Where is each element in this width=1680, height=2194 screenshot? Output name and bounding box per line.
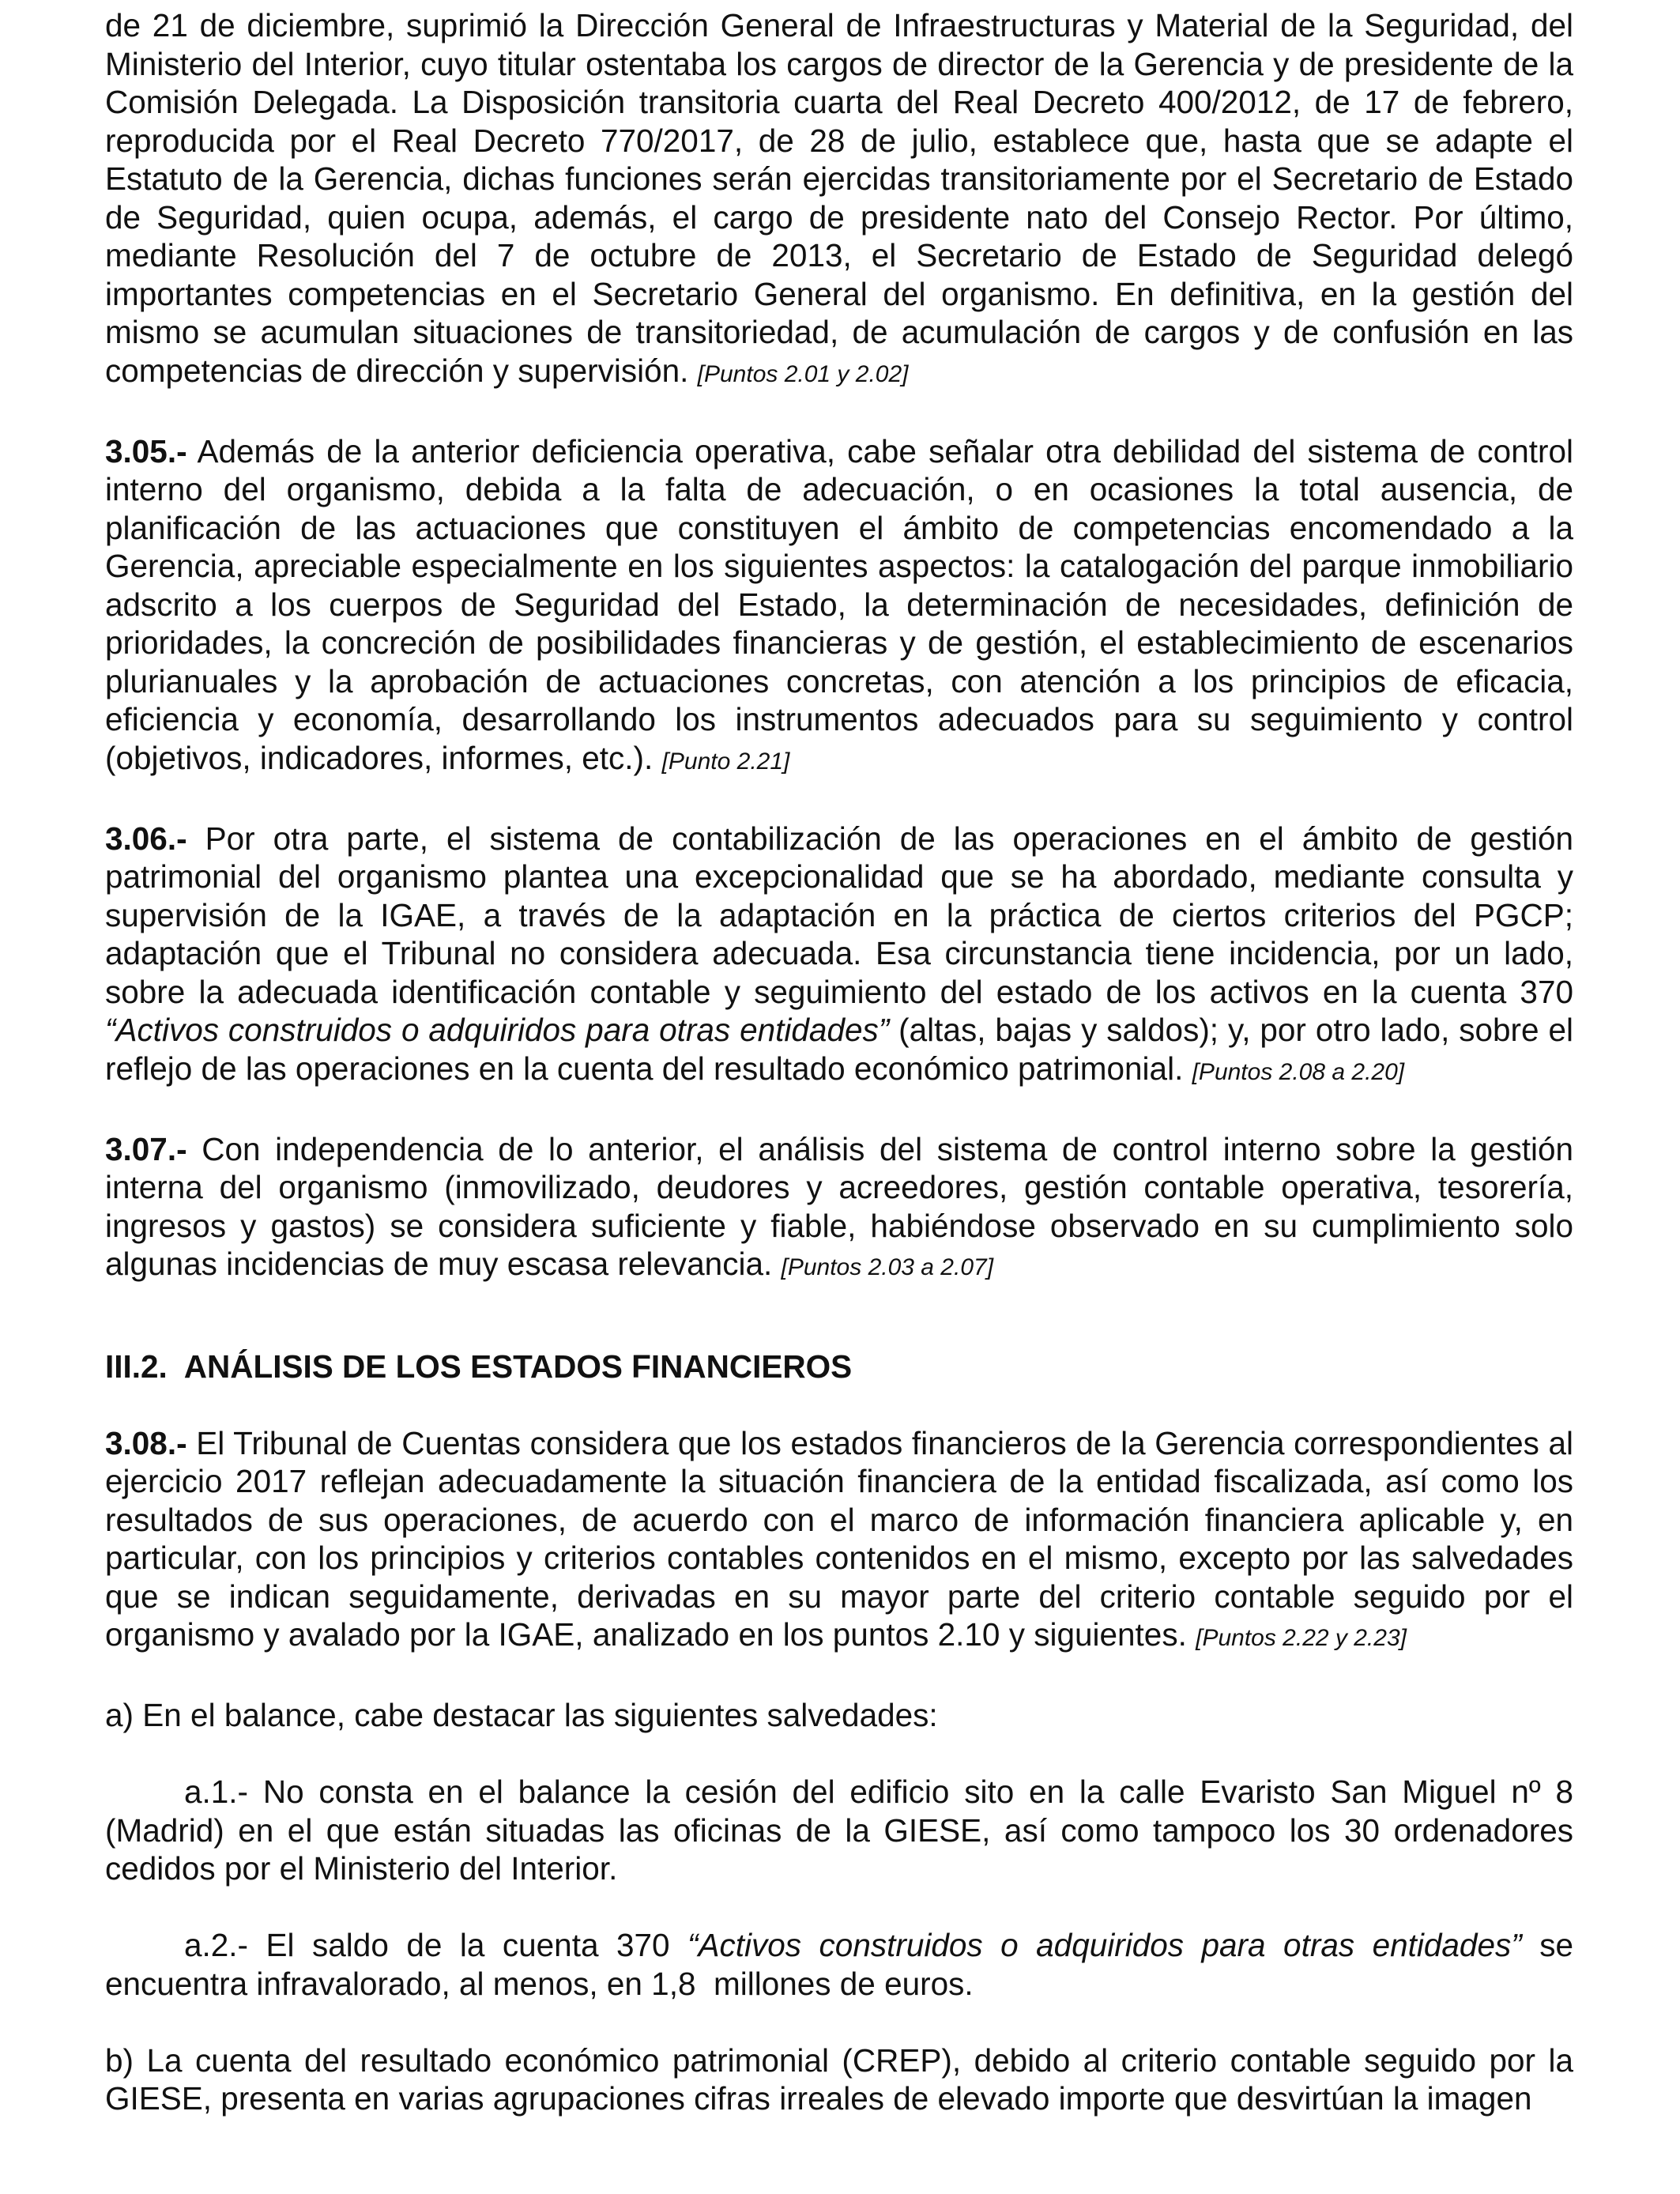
paragraph-3-07 xyxy=(105,1130,1573,1287)
paragraph-text: Además de la anterior deficiencia operativa, cabe señalar otra debilidad del sistema de control interno del organismo, debida a la falta de adecuación, o en ocasiones la total ausencia, de planificación de las actuaciones que constituyen el ámbito de competencias encomendado a la Gerencia, apreciable especialmente en los siguientes aspectos: la catalogación del parque inmobiliario adscrito a los cuerpos de Seguridad del Estado, la determinación de necesidades, definición de prioridades, la concreción de posibilidades financieras y de gestión, el establecimiento de escenarios plurianuales y la aprobación de actuaciones concretas, con atención a los principios de eficacia, eficiencia y economía, desarrollando los instrumentos adecuados para su seguimiento y control (objetivos, indicadores, informes, etc.). xyxy=(105,432,1573,776)
paragraph-number: 3.05.- xyxy=(105,432,187,469)
account-name-italic: “Activos construidos o adquiridos para otras entidades” xyxy=(105,1012,890,1048)
item-b: b) La cuenta del resultado económico patrimonial (CREP), debido al criterio contable seguido por la GIESE, presenta en varias agrupaciones cifras irreales de elevado importe que desvirtúan la imagen xyxy=(105,2041,1573,2117)
paragraph-3-05 xyxy=(105,432,1573,782)
item-a1: a.1.- No consta en el balance la cesión del edificio sito en la calle Evaristo San Miguel nº 8 (Madrid) en el que están situadas las oficinas de la GIESE, así como tampoco los 30 ordenadores cedidos por el Ministerio del Interior. xyxy=(105,1774,1573,1887)
item-a: a) En el balance, cabe destacar las siguientes salvedades: xyxy=(105,1697,938,1733)
item-a2 xyxy=(105,1926,1583,2003)
item-a2-text-continued: se encuentra infravalorado, al menos, en 1,8 millones de euros. xyxy=(105,1927,1583,2002)
intro-paragraph xyxy=(105,6,1573,394)
intro-text: de 21 de diciembre, suprimió la Dirección General de Infraestructuras y Material de la Seguridad, del Ministerio del Interior, cuyo titular ostentaba los cargos de director de la Gerencia y de presidente de la Comisión Delegada. La Disposición transitoria cuarta del Real Decreto 400/2012, de 17 de febrero, reproducida por el Real Decreto 770/2017, de 28 de julio, establece que, hasta que se adapte el Estatuto de la Gerencia, dichas funciones serán ejercidas transitoriamente por el Secretario de Estado de Seguridad, quien ocupa, además, el cargo de presidente nato del Consejo Rector. Por último, mediante Resolución del 7 de octubre de 2013, el Secretario de Estado de Seguridad delegó importantes competencias en el Secretario General del organismo. En definitiva, en la gestión del mismo se acumulan situaciones de transitoriedad, de acumulación de cargos y de confusión en las competencias de dirección y supervisión. xyxy=(105,7,1573,389)
paragraph-reference: [Puntos 2.03 a 2.07] xyxy=(781,1254,994,1280)
paragraph-reference: [Punto 2.21] xyxy=(661,748,790,775)
paragraph-number: 3.07.- xyxy=(105,1130,187,1167)
paragraph-text: Por otra parte, el sistema de contabilización de las operaciones en el ámbito de gestión patrimonial del organismo plantea una excepcionalidad que se ha abordado, mediante consulta y supervisión de la IGAE, a través de la adaptación en la práctica de ciertos criterios del PGCP; adaptación que el Tribunal no considera adecuada. Esa circunstancia tiene incidencia, por un lado, sobre la adecuada identificación contable y seguimiento del estado de los activos en la cuenta 370 xyxy=(105,820,1573,1010)
paragraph-text-continued: (altas, bajas y saldos); y, por otro lado, sobre el reflejo de las operaciones en la cuenta del resultado económico patrimonial. xyxy=(105,1012,1573,1087)
paragraph-3-08 xyxy=(105,1424,1573,1658)
intro-reference: [Puntos 2.01 y 2.02] xyxy=(697,360,909,387)
item-a2-text: a.2.- El saldo de la cuenta 370 xyxy=(184,1927,670,1963)
paragraph-number: 3.06.- xyxy=(105,820,187,857)
paragraph-number: 3.08.- xyxy=(105,1424,187,1461)
document-body xyxy=(105,6,1583,2118)
section-heading: III.2. ANÁLISIS DE LOS ESTADOS FINANCIEROS xyxy=(105,1348,853,1385)
paragraph-3-06 xyxy=(105,820,1573,1092)
paragraph-text: El Tribunal de Cuentas considera que los estados financieros de la Gerencia correspondientes al ejercicio 2017 reflejan adecuadamente la situación financiera de la entidad fiscalizada, así como los resultados de sus operaciones, de acuerdo con el marco de información financiera aplicable y, en particular, con los principios y criterios contables contenidos en el mismo, excepto por las salvedades que se indican seguidamente, derivadas en su mayor parte del criterio contable seguido por el organismo y avalado por la IGAE, analizado en los puntos 2.10 y siguientes. xyxy=(105,1424,1573,1653)
account-name-italic: “Activos construidos o adquiridos para otras entidades” xyxy=(687,1927,1522,1963)
paragraph-text: Con independencia de lo anterior, el análisis del sistema de control interno sobre la gestión interna del organismo (inmovilizado, deudores y acreedores, gestión contable operativa, tesorería, ingresos y gastos) se considera suficiente y fiable, habiéndose observado en su cumplimiento solo algunas incidencias de muy escasa relevancia. xyxy=(105,1130,1573,1282)
paragraph-reference: [Puntos 2.08 a 2.20] xyxy=(1192,1058,1405,1085)
paragraph-reference: [Puntos 2.22 y 2.23] xyxy=(1196,1625,1407,1651)
